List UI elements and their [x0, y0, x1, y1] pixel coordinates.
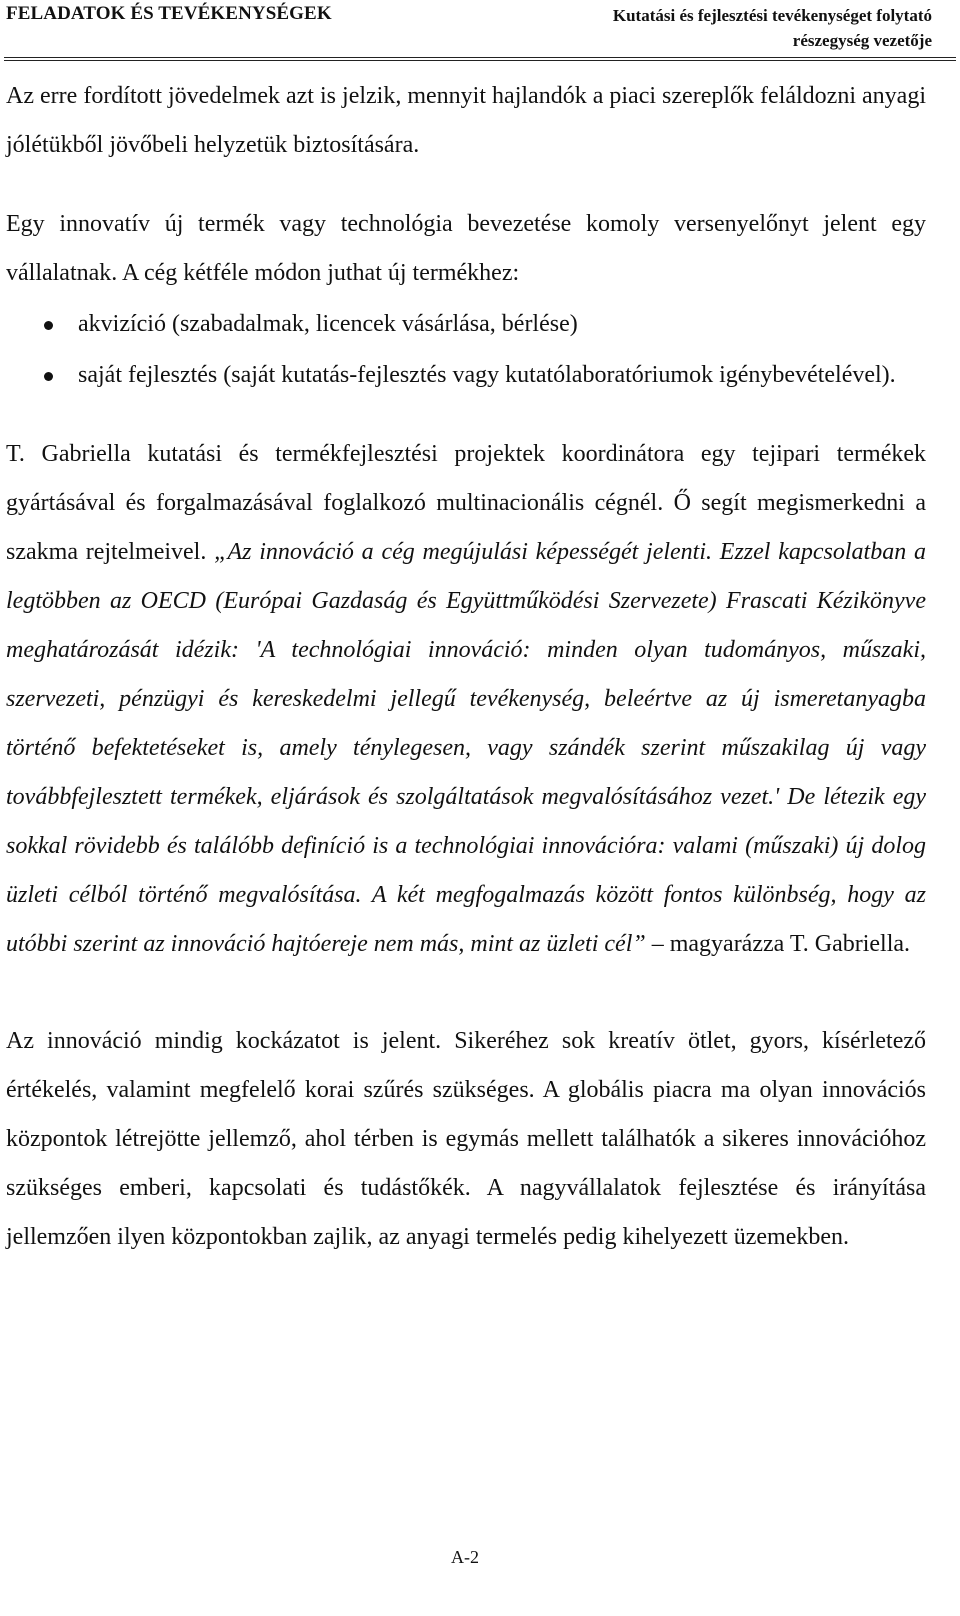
header-chapter-title-line2: részegység vezetője	[792, 31, 932, 50]
paragraph-3-quote: „Az innováció a cég megújulási képességét jelenti. Ezzel kapcsolatban a legtöbben az OECD (Európai Gazdaság és Együttműködési Szervezete) Frascati Kézikönyve meghatározását idézik: 'A technológiai innováció: minden olyan tudományos, műszaki, szervezeti, pénzügyi és kereskedelmi jellegű tevékenység, beleértve az új ismeretanyagba történő befektetéseket is, amely ténylegesen, vagy szándék szerint műszakilag új vagy továbbfejlesztett termékek, eljárások és szolgáltatások megvalósításához vezet.' De létezik egy sokkal rövidebb és találóbb definíció is a technológiai innovációra: valami (műszaki) új dolog üzleti célból történő megvalósítása. A két megfogalmazás között fontos különbség, hogy az utóbbi szerint az innováció hajtóereje nem más, mint az üzleti cél”	[6, 539, 926, 957]
list-item-text: saját fejlesztés (saját kutatás-fejlesztés vagy kutatólaboratóriumok igénybevételével).	[78, 362, 896, 388]
bullet-icon	[44, 372, 53, 381]
paragraph-4: Az innováció mindig kockázatot is jelent. Sikeréhez sok kreatív ötlet, gyors, kísérletező értékelés, valamint megfelelő korai szűrés szükséges. A globális piacra ma olyan innovációs központok létrejötte jellemző, ahol térben is egymás mellett találhatók a sikeres innovációhoz szükséges emberi, kapcsolati és tudástőkék. A nagyvállalatok fejlesztése és irányítása jellemzően ilyen központokban zajlik, az anyagi termelés pedig kihelyezett üzemekben.	[6, 1028, 926, 1250]
paragraph-3-intro: T. Gabriella kutatási és termékfejlesztési projektek koordinátora egy tejipari termékek gyártásával és forgalmazásával foglalkozó multinacionális cégnél. Ő segít megismerkedni a szakma rejtelmeivel.	[6, 441, 926, 565]
bullet-icon	[44, 321, 53, 330]
paragraph-3	[6, 430, 926, 969]
list-item	[6, 351, 926, 400]
list-item-text: akvizíció (szabadalmak, licencek vásárlása, bérlése)	[78, 311, 578, 337]
paragraph-2: Egy innovatív új termék vagy technológia bevezetése komoly versenyelőnyt jelent egy vállalatnak. A cég kétféle módon juthat új termékhez:	[6, 211, 926, 286]
bullet-list	[6, 300, 926, 400]
header-chapter-title-line1: Kutatási és fejlesztési tevékenységet folytató	[612, 6, 932, 25]
header-chapter-title	[613, 3, 932, 53]
page-header	[0, 0, 960, 62]
paragraph-1: Az erre fordított jövedelmek azt is jelzik, mennyit hajlandók a piaci szereplők feláldozni anyagi jólétükből jövőbeli helyzetük biztosítására.	[6, 83, 926, 158]
paragraph-3-outro: – magyarázza T. Gabriella.	[645, 931, 911, 957]
header-section-title: FELADATOK ÉS TEVÉKENYSÉGEK	[6, 3, 332, 24]
page-number: A-2	[451, 1547, 479, 1567]
header-divider	[4, 57, 956, 61]
list-item	[6, 300, 926, 349]
document-body	[6, 72, 926, 1262]
